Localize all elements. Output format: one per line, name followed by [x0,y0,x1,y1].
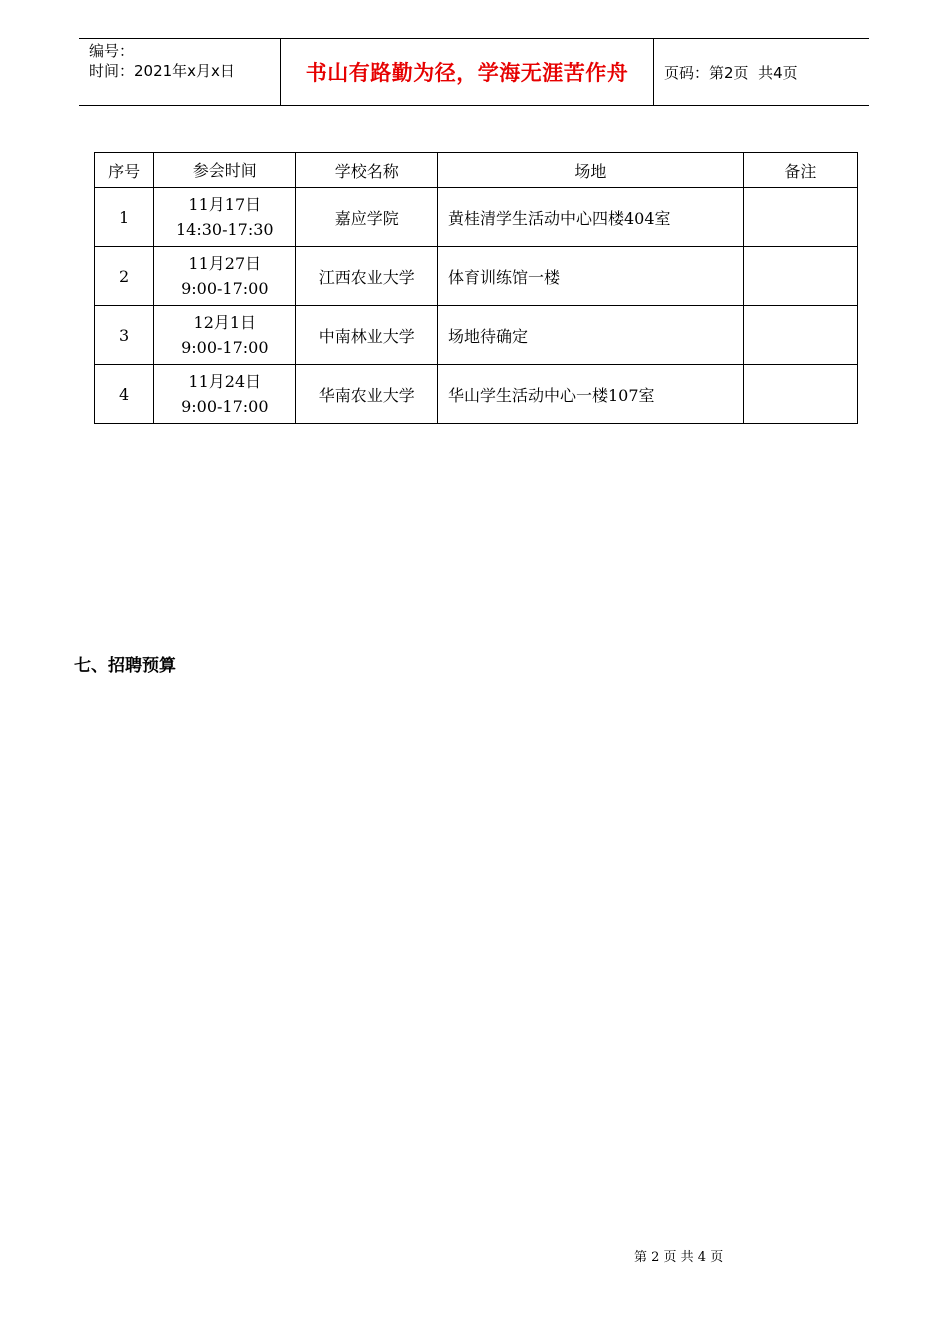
row-venue: 黄桂清学生活动中心四楼404室 [438,188,744,247]
table-row [95,306,858,365]
row-hours: 9:00-17:00 [181,397,269,416]
row-venue: 体育训练馆一楼 [438,247,744,306]
row-hours: 9:00-17:00 [181,279,269,298]
row-date: 12月1日 [193,313,257,332]
row-school: 嘉应学院 [296,188,438,247]
row-date: 11月17日 [188,195,262,214]
document-date: 时间：2021年x月x日 [89,62,235,80]
table-row [95,365,858,424]
row-note [743,365,857,424]
row-school: 江西农业大学 [296,247,438,306]
row-number: 2 [95,247,154,306]
row-number: 1 [95,188,154,247]
header-page-code [654,39,869,105]
table-row [95,188,858,247]
section-heading-recruitment-budget: 七、招聘预算 [74,656,176,676]
header-motto [280,39,654,105]
row-date: 11月24日 [188,372,262,391]
row-note [743,306,857,365]
row-time [154,365,296,424]
document-number-label: 编号： [89,42,135,60]
row-time [154,188,296,247]
row-date: 11月27日 [188,254,262,273]
row-venue: 华山学生活动中心一楼107室 [438,365,744,424]
row-hours: 9:00-17:00 [181,338,269,357]
page-header [79,38,869,106]
column-header-school: 学校名称 [296,153,438,188]
row-school: 中南林业大学 [296,306,438,365]
row-hours: 14:30-17:30 [175,220,274,239]
row-venue: 场地待确定 [438,306,744,365]
header-meta [79,39,280,105]
row-note [743,188,857,247]
column-header-note: 备注 [743,153,857,188]
column-header-number: 序号 [95,153,154,188]
row-time [154,247,296,306]
motto-text: 书山有路勤为径，学海无涯苦作舟 [305,61,629,85]
page-code-text: 页码：第2页 共4页 [664,63,798,82]
recruitment-schedule-table [94,152,858,424]
row-number: 3 [95,306,154,365]
table-header-row [95,153,858,188]
column-header-time: 参会时间 [154,153,296,188]
row-number: 4 [95,365,154,424]
column-header-venue: 场地 [438,153,744,188]
table-row [95,247,858,306]
row-note [743,247,857,306]
page-footer: 第 2 页 共 4 页 [634,1250,724,1265]
row-time [154,306,296,365]
row-school: 华南农业大学 [296,365,438,424]
